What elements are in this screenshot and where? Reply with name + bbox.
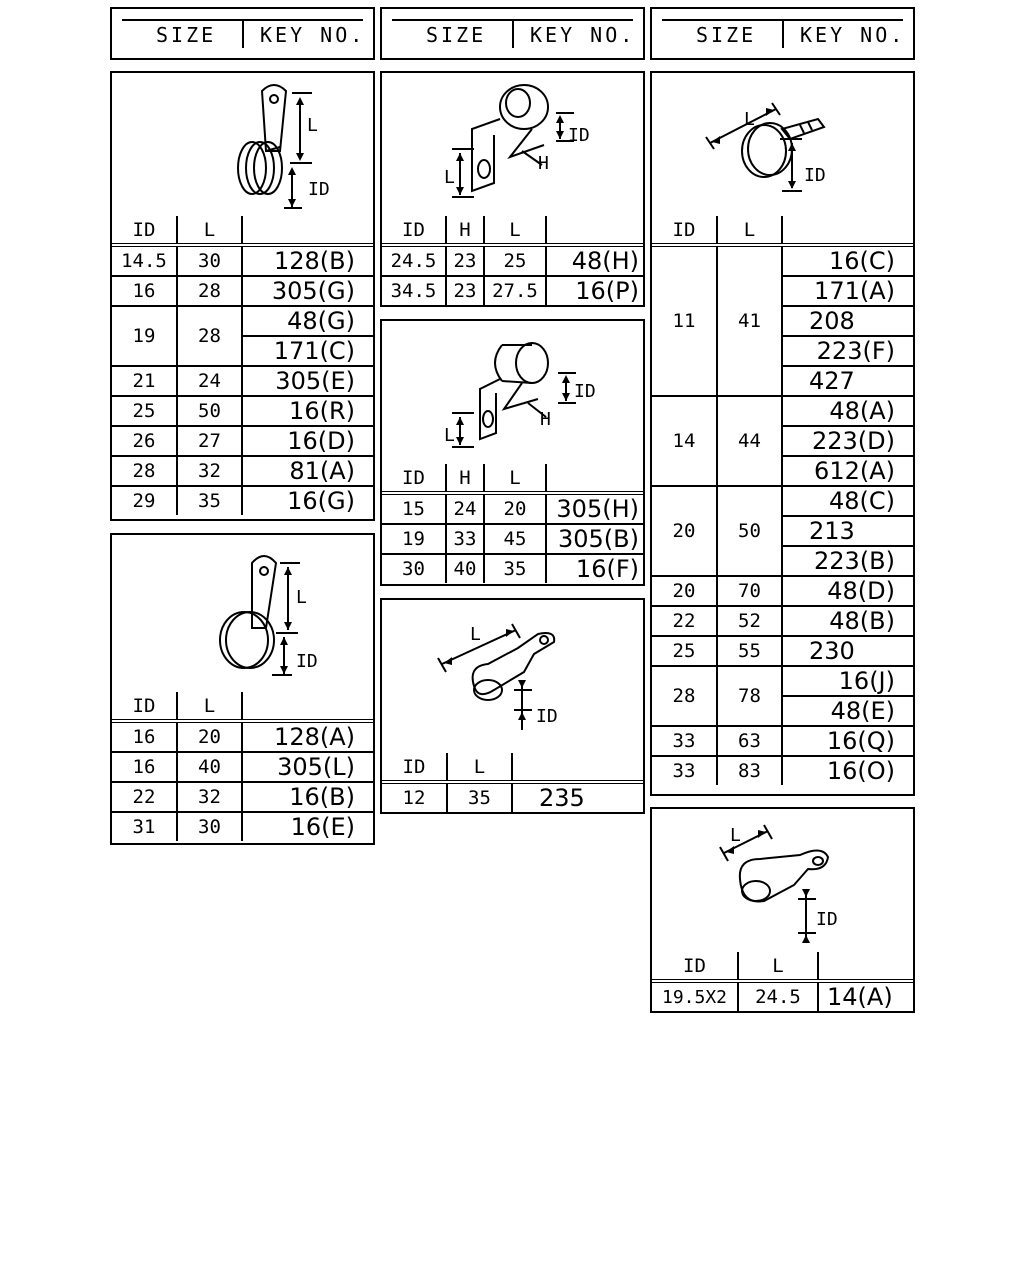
clip-panel-6 [650,71,915,796]
table-row [652,486,913,516]
cell-key: 208 [782,306,913,336]
dim-l-label: L [296,587,307,608]
size-header-1 [110,7,375,60]
cell-id: 24.5 [382,245,446,276]
cell-l: 50 [177,396,242,426]
cell-key: 305(H) [546,493,643,524]
table-row [112,245,373,276]
cell-id: 25 [112,396,177,426]
cell-l: 83 [717,756,782,785]
col-key [242,216,373,245]
cell-id: 19 [112,306,177,366]
cell-l: 55 [717,636,782,666]
cell-l: 25 [484,245,546,276]
cell-l: 63 [717,726,782,756]
cell-l: 20 [177,721,242,752]
dim-l-label: L [744,109,755,130]
cell-l: 40 [177,752,242,782]
col-id: ID [112,216,177,245]
col-l: L [484,216,546,245]
col-key [546,464,643,493]
cell-id: 20 [652,576,717,606]
size-table-1 [112,216,373,515]
cell-key: 48(A) [782,396,913,426]
cell-key: 14(A) [818,981,913,1011]
cell-id: 19 [382,524,446,554]
dim-l-label: L [444,425,455,446]
cell-l: 35 [177,486,242,515]
table-row [382,524,643,554]
cell-key: 305(L) [242,752,373,782]
table-row [652,636,913,666]
cell-key: 16(D) [242,426,373,456]
col-h: H [446,464,484,493]
cell-key: 235 [512,782,643,812]
cell-l: 28 [177,306,242,366]
cell-id: 25 [652,636,717,666]
size-label: SIZE [426,23,487,47]
clip-drawing [112,535,373,692]
cell-h: 23 [446,276,484,305]
col-key [512,753,643,782]
clip-drawing [112,73,373,216]
table-row [112,276,373,306]
dim-id-label: ID [804,165,826,186]
cell-l: 32 [177,782,242,812]
cell-key: 16(F) [546,554,643,583]
col-l: L [177,216,242,245]
cell-key: 223(D) [782,426,913,456]
dim-l-label: L [444,167,455,188]
dim-h-label: H [538,153,549,174]
cell-l: 70 [717,576,782,606]
dim-id-label: ID [568,125,590,146]
cell-l: 27 [177,426,242,456]
size-table-2 [112,692,373,841]
cell-key: 223(F) [782,336,913,366]
table-row [112,782,373,812]
table-row [112,752,373,782]
size-table-5 [382,753,643,812]
table-row [652,245,913,276]
cell-h: 23 [446,245,484,276]
cell-id: 34.5 [382,276,446,305]
col-key [782,216,913,245]
clip-panel-7 [650,807,915,1013]
size-label: SIZE [696,23,757,47]
cell-l: 52 [717,606,782,636]
cell-l: 24 [177,366,242,396]
table-row [382,493,643,524]
cell-id: 20 [652,486,717,576]
cell-key: 16(E) [242,812,373,841]
size-table-6 [652,216,913,785]
table-row [652,396,913,426]
cell-id: 15 [382,493,446,524]
cell-id: 14 [652,396,717,486]
cell-key: 427 [782,366,913,396]
cell-l: 27.5 [484,276,546,305]
dim-l-label: L [470,624,481,645]
table-row [112,396,373,426]
table-row [382,782,643,812]
size-header-2 [380,7,645,60]
cell-l: 45 [484,524,546,554]
col-id: ID [652,216,717,245]
cell-key: 48(D) [782,576,913,606]
cell-key: 81(A) [242,456,373,486]
cell-l: 44 [717,396,782,486]
col-key [546,216,643,245]
col-l: L [447,753,512,782]
cell-key: 48(C) [782,486,913,516]
cell-l: 78 [717,666,782,726]
dim-id-label: ID [296,651,318,672]
cell-key: 48(H) [546,245,643,276]
cell-key: 48(B) [782,606,913,636]
cell-l: 50 [717,486,782,576]
cell-id: 21 [112,366,177,396]
col-l: L [177,692,242,721]
clip-drawing [382,73,643,216]
cell-l: 24.5 [738,981,818,1011]
cell-key: 16(C) [782,245,913,276]
clip-panel-4 [380,319,645,586]
table-row [112,426,373,456]
table-row [112,486,373,515]
size-table-4 [382,464,643,583]
table-row [652,756,913,785]
cell-id: 16 [112,276,177,306]
cell-id: 19.5X2 [652,981,738,1011]
table-row [382,276,643,305]
key-label: KEY NO. [530,23,636,47]
cell-id: 16 [112,721,177,752]
dim-l-label: L [307,115,318,136]
cell-key: 16(Q) [782,726,913,756]
size-table-3 [382,216,643,305]
cell-l: 35 [484,554,546,583]
table-row [382,245,643,276]
cell-key: 128(B) [242,245,373,276]
cell-h: 40 [446,554,484,583]
table-row [382,554,643,583]
table-row [112,721,373,752]
cell-l: 20 [484,493,546,524]
col-id: ID [382,464,446,493]
cell-id: 30 [382,554,446,583]
col-key [242,692,373,721]
cell-key: 16(G) [242,486,373,515]
cell-id: 33 [652,756,717,785]
cell-id: 29 [112,486,177,515]
cell-key: 16(R) [242,396,373,426]
cell-key: 171(A) [782,276,913,306]
cell-id: 22 [652,606,717,636]
clip-panel-5 [380,598,645,814]
cell-key: 230 [782,636,913,666]
clip-drawing [652,809,913,952]
dim-l-label: L [730,825,741,846]
col-id: ID [112,692,177,721]
size-label: SIZE [156,23,217,47]
cell-l: 41 [717,245,782,396]
clip-panel-1 [110,71,375,521]
cell-key: 16(J) [782,666,913,696]
dim-id-label: ID [574,381,596,402]
table-row [652,606,913,636]
table-row [112,306,373,336]
col-l: L [738,952,818,981]
cell-key: 305(B) [546,524,643,554]
cell-l: 30 [177,812,242,841]
key-label: KEY NO. [260,23,366,47]
table-row [652,981,913,1011]
key-label: KEY NO. [800,23,906,47]
size-table-7 [652,952,913,1011]
table-row [112,456,373,486]
clip-panel-2 [110,533,375,845]
col-h: H [446,216,484,245]
cell-key: 48(E) [782,696,913,726]
cell-key: 305(G) [242,276,373,306]
cell-key: 612(A) [782,456,913,486]
dim-h-label: H [540,409,551,430]
cell-key: 223(B) [782,546,913,576]
cell-l: 35 [447,782,512,812]
cell-key: 171(C) [242,336,373,366]
cell-key: 305(E) [242,366,373,396]
cell-l: 32 [177,456,242,486]
clip-drawing [382,600,643,753]
cell-id: 33 [652,726,717,756]
cell-id: 14.5 [112,245,177,276]
cell-key: 48(G) [242,306,373,336]
col-id: ID [382,753,447,782]
cell-h: 33 [446,524,484,554]
dim-id-label: ID [536,706,558,727]
dim-id-label: ID [308,179,330,200]
dim-id-label: ID [816,909,838,930]
cell-id: 12 [382,782,447,812]
clip-panel-3 [380,71,645,307]
cell-id: 31 [112,812,177,841]
cell-key: 213 [782,516,913,546]
cell-id: 28 [652,666,717,726]
cell-id: 22 [112,782,177,812]
cell-key: 128(A) [242,721,373,752]
col-l: L [484,464,546,493]
cell-key: 16(O) [782,756,913,785]
table-row [652,726,913,756]
cell-l: 28 [177,276,242,306]
cell-id: 26 [112,426,177,456]
table-row [652,576,913,606]
cell-id: 16 [112,752,177,782]
cell-id: 11 [652,245,717,396]
col-id: ID [382,216,446,245]
cell-h: 24 [446,493,484,524]
table-row [112,366,373,396]
col-l: L [717,216,782,245]
cell-l: 30 [177,245,242,276]
table-row [652,666,913,696]
size-header-3 [650,7,915,60]
col-id: ID [652,952,738,981]
clip-drawing [652,73,913,216]
cell-key: 16(B) [242,782,373,812]
cell-key: 16(P) [546,276,643,305]
table-row [112,812,373,841]
clip-drawing [382,321,643,464]
col-key [818,952,913,981]
cell-id: 28 [112,456,177,486]
